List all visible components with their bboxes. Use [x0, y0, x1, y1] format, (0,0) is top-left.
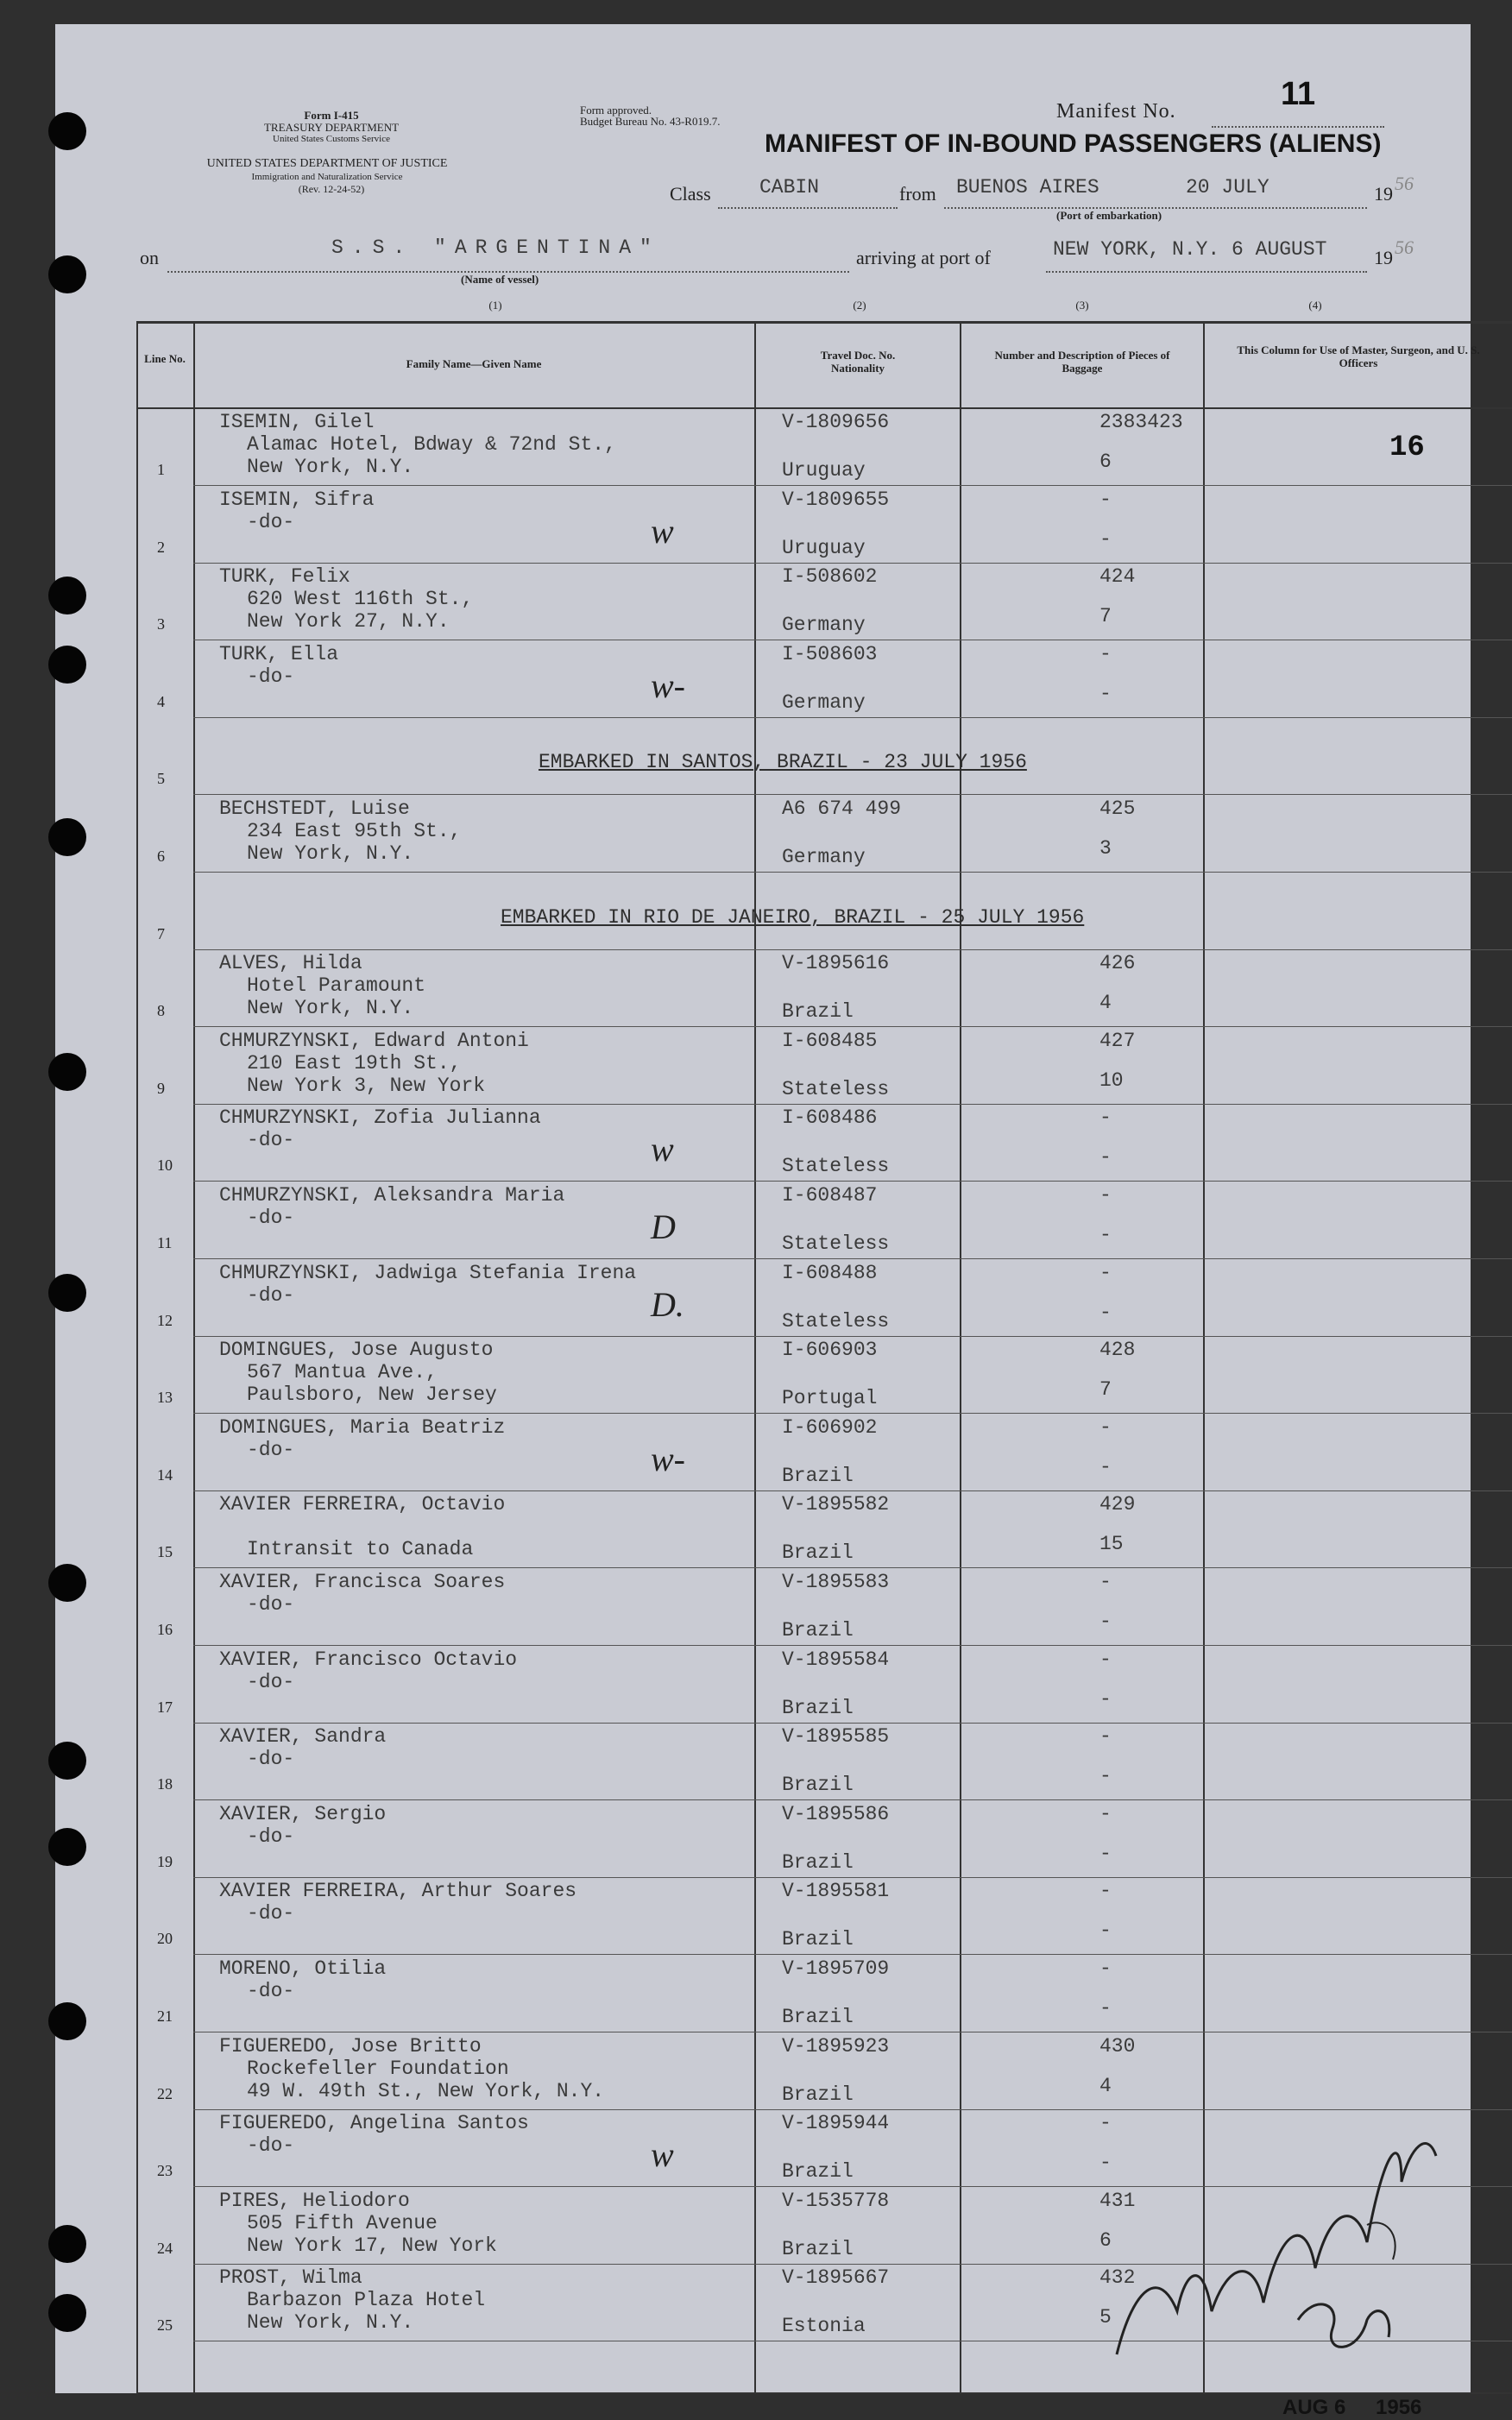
nationality: Stateless — [782, 1078, 890, 1100]
line-number: 4 — [157, 693, 165, 710]
baggage-number: - — [1099, 1184, 1112, 1207]
year-prefix-2: 19 — [1374, 247, 1393, 268]
port-note: (Port of embarkation) — [1056, 209, 1162, 222]
nationality: Brazil — [782, 1000, 854, 1023]
nationality: Brazil — [782, 1851, 854, 1874]
baggage-pieces: - — [1099, 1456, 1112, 1478]
baggage-pieces: - — [1099, 1146, 1112, 1169]
baggage-pieces: - — [1099, 528, 1112, 551]
nationality: Stateless — [782, 1232, 890, 1255]
officer-mark: 16 — [1389, 432, 1425, 464]
line-number: 12 — [157, 1312, 173, 1329]
baggage-number: 426 — [1099, 952, 1136, 974]
travel-doc-number: V-1895616 — [782, 952, 890, 974]
binder-hole — [48, 818, 86, 856]
passenger-address: -do- — [247, 2134, 295, 2157]
passenger-name: MORENO, Otilia — [219, 1957, 387, 1980]
line-number: 9 — [157, 1080, 165, 1097]
nationality: Brazil — [782, 1697, 854, 1719]
from-label: from — [899, 183, 936, 205]
baggage-number: 427 — [1099, 1030, 1136, 1052]
passenger-address: New York, N.Y. — [247, 997, 414, 1019]
line-number: 17 — [157, 1698, 173, 1716]
baggage-pieces: - — [1099, 1997, 1112, 2020]
nationality: Germany — [782, 691, 866, 714]
passenger-address: 210 East 19th St., — [247, 1052, 462, 1075]
binder-hole — [48, 1828, 86, 1866]
binder-hole — [48, 1564, 86, 1602]
nationality: Stateless — [782, 1310, 890, 1333]
nationality: Brazil — [782, 1619, 854, 1642]
passenger-name: DOMINGUES, Maria Beatriz — [219, 1416, 506, 1439]
baggage-pieces: - — [1099, 1765, 1112, 1787]
nationality: Brazil — [782, 1928, 854, 1950]
nationality: Brazil — [782, 1541, 854, 1564]
travel-doc-number: V-1895667 — [782, 2266, 890, 2289]
manifest-sheet — [55, 24, 1480, 2419]
column-number-2: (2) — [853, 299, 866, 312]
nationality: Brazil — [782, 2006, 854, 2028]
passenger-address: New York 27, N.Y. — [247, 610, 450, 633]
line-number: 19 — [157, 1853, 173, 1870]
passenger-address: New York, N.Y. — [247, 2311, 414, 2334]
baggage-pieces: - — [1099, 1301, 1112, 1324]
column-number-1: (1) — [488, 299, 502, 312]
travel-doc-number: I-608488 — [782, 1262, 878, 1284]
officer-signature — [1082, 2095, 1445, 2380]
baggage-pieces: 15 — [1099, 1533, 1124, 1555]
year-suffix-2: 56 — [1395, 236, 1414, 258]
baggage-number: - — [1099, 1262, 1112, 1284]
binder-hole — [48, 1274, 86, 1312]
baggage-number: - — [1099, 1648, 1112, 1671]
travel-doc-number: I-606902 — [782, 1416, 878, 1439]
travel-doc-number: I-608487 — [782, 1184, 878, 1207]
baggage-pieces: 7 — [1099, 605, 1112, 627]
nationality: Estonia — [782, 2315, 866, 2337]
line-number: 16 — [157, 1621, 173, 1638]
passenger-name: CHMURZYNSKI, Jadwiga Stefania Irena — [219, 1262, 637, 1284]
travel-doc-number: I-608485 — [782, 1030, 878, 1052]
passenger-address: Barbazon Plaza Hotel — [247, 2289, 486, 2311]
arriving-label: arriving at port of — [856, 247, 991, 268]
travel-doc-number: I-508603 — [782, 643, 878, 665]
nationality: Stateless — [782, 1155, 890, 1177]
travel-doc-number: V-1535778 — [782, 2190, 890, 2212]
column-header-travel-doc: Travel Doc. No. Nationality — [820, 349, 896, 375]
baggage-pieces: 5 — [1099, 2306, 1112, 2329]
handwritten-mark: w — [651, 512, 674, 551]
passenger-address: 49 W. 49th St., New York, N.Y. — [247, 2080, 605, 2102]
passenger-address: -do- — [247, 1284, 295, 1307]
baggage-pieces: - — [1099, 683, 1112, 705]
line-number: 15 — [157, 1543, 173, 1560]
passenger-address: New York, N.Y. — [247, 456, 414, 478]
passenger-name: XAVIER FERREIRA, Arthur Soares — [219, 1880, 577, 1902]
manifest-label: Manifest No. — [1056, 100, 1176, 123]
nationality: Uruguay — [782, 459, 866, 482]
nationality: Germany — [782, 614, 866, 636]
baggage-pieces: - — [1099, 2152, 1112, 2174]
nationality: Portugal — [782, 1387, 878, 1409]
travel-doc-number: V-1895709 — [782, 1957, 890, 1980]
passenger-address: New York 3, New York — [247, 1075, 486, 1097]
baggage-number: - — [1099, 1571, 1112, 1593]
date-stamp-day: AUG 6 — [1282, 2396, 1346, 2419]
line-number: 6 — [157, 848, 165, 865]
line-number: 8 — [157, 1002, 165, 1019]
passenger-address: New York, N.Y. — [247, 842, 414, 865]
passenger-name: TURK, Felix — [219, 565, 350, 588]
baggage-number: 432 — [1099, 2266, 1136, 2289]
page-title: MANIFEST OF IN-BOUND PASSENGERS (ALIENS) — [765, 129, 1382, 158]
passenger-name: XAVIER, Sergio — [219, 1803, 387, 1825]
passenger-address: -do- — [247, 1825, 295, 1848]
passenger-name: XAVIER, Francisco Octavio — [219, 1648, 518, 1671]
baggage-number: 424 — [1099, 565, 1136, 588]
baggage-number: - — [1099, 1416, 1112, 1439]
nationality: Germany — [782, 846, 866, 868]
line-number: 25 — [157, 2316, 173, 2334]
handwritten-mark: D — [651, 1207, 676, 1246]
baggage-number: 431 — [1099, 2190, 1136, 2212]
column-header-baggage: Number and Description of Pieces of Baggage — [994, 349, 1170, 375]
travel-doc-number: V-1895584 — [782, 1648, 890, 1671]
baggage-pieces: 10 — [1099, 1069, 1124, 1092]
binder-hole — [48, 646, 86, 684]
passenger-name: PROST, Wilma — [219, 2266, 362, 2289]
vessel-name: S.S. "ARGENTINA" — [331, 236, 660, 259]
handwritten-mark: w- — [651, 1440, 685, 1478]
travel-doc-number: V-1895586 — [782, 1803, 890, 1825]
baggage-number: - — [1099, 488, 1112, 511]
column-header-name: Family Name—Given Name — [406, 357, 542, 370]
binder-hole — [48, 255, 86, 293]
passenger-name: BECHSTEDT, Luise — [219, 797, 410, 820]
passenger-name: XAVIER, Sandra — [219, 1725, 387, 1748]
binder-hole — [48, 577, 86, 614]
form-number: Form I-415 — [304, 109, 359, 122]
travel-doc-number: V-1895944 — [782, 2112, 890, 2134]
passenger-name: CHMURZYNSKI, Aleksandra Maria — [219, 1184, 565, 1207]
line-number: 1 — [157, 461, 165, 478]
handwritten-mark: D. — [651, 1285, 684, 1324]
on-label: on — [140, 247, 159, 268]
column-number-4: (4) — [1308, 299, 1322, 312]
passenger-address: 567 Mantua Ave., — [247, 1361, 438, 1383]
passenger-name: CHMURZYNSKI, Zofia Julianna — [219, 1106, 541, 1129]
nationality: Brazil — [782, 1465, 854, 1487]
binder-hole — [48, 2294, 86, 2332]
line-number: 18 — [157, 1775, 173, 1793]
line-number: 22 — [157, 2085, 173, 2102]
vessel-note: (Name of vessel) — [461, 273, 539, 286]
form-revision: (Rev. 12-24-52) — [298, 183, 365, 195]
binder-hole — [48, 1742, 86, 1780]
date-stamp-year: 1956 — [1376, 2396, 1422, 2419]
travel-doc-number: I-508602 — [782, 565, 878, 588]
baggage-number: - — [1099, 1725, 1112, 1748]
baggage-number: - — [1099, 1803, 1112, 1825]
baggage-pieces: - — [1099, 1843, 1112, 1865]
line-number: 7 — [157, 925, 165, 942]
passenger-name: XAVIER, Francisca Soares — [219, 1571, 506, 1593]
port-of-embarkation: BUENOS AIRES — [956, 176, 1099, 199]
passenger-address: -do- — [247, 1980, 295, 2002]
baggage-number: 425 — [1099, 797, 1136, 820]
travel-doc-number: V-1895585 — [782, 1725, 890, 1748]
nationality: Uruguay — [782, 537, 866, 559]
line-number: 21 — [157, 2007, 173, 2025]
year-prefix: 19 — [1374, 183, 1393, 205]
baggage-pieces: 4 — [1099, 992, 1112, 1014]
passenger-address: -do- — [247, 1902, 295, 1925]
binder-hole — [48, 1053, 86, 1091]
passenger-address: 234 East 95th St., — [247, 820, 462, 842]
baggage-number: 430 — [1099, 2035, 1136, 2058]
baggage-number: - — [1099, 643, 1112, 665]
passenger-address: Alamac Hotel, Bdway & 72nd St., — [247, 433, 616, 456]
travel-doc-number: A6 674 499 — [782, 797, 902, 820]
year-suffix: 56 — [1395, 173, 1414, 194]
nationality: Brazil — [782, 2160, 854, 2183]
passenger-name: ALVES, Hilda — [219, 952, 362, 974]
passenger-address: -do- — [247, 511, 295, 533]
passenger-name: PIRES, Heliodoro — [219, 2190, 410, 2212]
line-number: 14 — [157, 1466, 173, 1484]
baggage-number: 2383423 — [1099, 411, 1183, 433]
arrival-port: NEW YORK, N.Y. 6 AUGUST — [1053, 238, 1327, 261]
passenger-name: ISEMIN, Gilel — [219, 411, 375, 433]
binder-hole — [48, 2225, 86, 2263]
line-number: 20 — [157, 1930, 173, 1947]
baggage-pieces: - — [1099, 1610, 1112, 1633]
binder-hole — [48, 2002, 86, 2040]
passenger-address: Intransit to Canada — [247, 1538, 474, 1560]
budget-bureau: Budget Bureau No. 43-R019.7. — [580, 115, 721, 128]
agency-customs: United States Customs Service — [273, 134, 390, 144]
baggage-pieces: - — [1099, 1224, 1112, 1246]
column-header-line-no: Line No. — [144, 352, 186, 365]
line-number: 11 — [157, 1234, 173, 1251]
line-number: 5 — [157, 770, 165, 787]
class-label: Class — [670, 183, 711, 205]
baggage-number: - — [1099, 2112, 1112, 2134]
passenger-address: -do- — [247, 665, 295, 688]
passenger-name: FIGUEREDO, Jose Britto — [219, 2035, 482, 2058]
passenger-address: -do- — [247, 1439, 295, 1461]
travel-doc-number: V-1895581 — [782, 1880, 890, 1902]
form-approved: Form approved. — [580, 104, 652, 117]
passenger-address: -do- — [247, 1207, 295, 1229]
baggage-number: 429 — [1099, 1493, 1136, 1516]
column-header-officers: This Column for Use of Master, Surgeon, and U. S. Officers — [1237, 343, 1480, 369]
passenger-name: DOMINGUES, Jose Augusto — [219, 1339, 494, 1361]
line-number: 24 — [157, 2240, 173, 2257]
travel-doc-number: V-1895583 — [782, 1571, 890, 1593]
baggage-number: - — [1099, 1957, 1112, 1980]
baggage-pieces: - — [1099, 1919, 1112, 1942]
travel-doc-number: I-608486 — [782, 1106, 878, 1129]
nationality: Brazil — [782, 2238, 854, 2260]
line-number: 13 — [157, 1389, 173, 1406]
passenger-address: Rockefeller Foundation — [247, 2058, 509, 2080]
passenger-address: 620 West 116th St., — [247, 588, 474, 610]
baggage-number: 428 — [1099, 1339, 1136, 1361]
agency-justice: UNITED STATES DEPARTMENT OF JUSTICE — [206, 157, 448, 170]
passenger-address: 505 Fifth Avenue — [247, 2212, 438, 2234]
manifest-number: 11 — [1281, 76, 1316, 112]
line-number: 3 — [157, 615, 165, 633]
travel-doc-number: V-1895923 — [782, 2035, 890, 2058]
travel-doc-number: V-1895582 — [782, 1493, 890, 1516]
column-number-3: (3) — [1075, 299, 1089, 312]
passenger-address: Hotel Paramount — [247, 974, 426, 997]
passenger-name: CHMURZYNSKI, Edward Antoni — [219, 1030, 529, 1052]
baggage-pieces: 3 — [1099, 837, 1112, 860]
class-value: CABIN — [759, 176, 820, 199]
travel-doc-number: I-606903 — [782, 1339, 878, 1361]
baggage-pieces: 6 — [1099, 2229, 1112, 2252]
baggage-pieces: 4 — [1099, 2075, 1112, 2097]
baggage-number: - — [1099, 1106, 1112, 1129]
embarkation-date: 20 JULY — [1186, 176, 1269, 199]
baggage-number: - — [1099, 1880, 1112, 1902]
passenger-name: TURK, Ella — [219, 643, 339, 665]
line-number: 23 — [157, 2162, 173, 2179]
line-number: 10 — [157, 1156, 173, 1174]
passenger-address: New York 17, New York — [247, 2234, 497, 2257]
passenger-address: -do- — [247, 1129, 295, 1151]
section-heading-rio: EMBARKED IN RIO DE JANEIRO, BRAZIL - 25 JULY 1956 — [501, 906, 1085, 929]
binder-hole — [48, 112, 86, 150]
travel-doc-number: V-1809655 — [782, 488, 890, 511]
passenger-address: -do- — [247, 1748, 295, 1770]
passenger-address: -do- — [247, 1671, 295, 1693]
handwritten-mark: w — [651, 1130, 674, 1169]
passenger-address: Paulsboro, New Jersey — [247, 1383, 497, 1406]
handwritten-mark: w- — [651, 666, 685, 705]
baggage-pieces: - — [1099, 1688, 1112, 1711]
handwritten-mark: w — [651, 2135, 674, 2174]
line-number: 2 — [157, 539, 165, 556]
agency-treasury: TREASURY DEPARTMENT — [263, 121, 400, 134]
passenger-name: ISEMIN, Sifra — [219, 488, 375, 511]
nationality: Brazil — [782, 1774, 854, 1796]
passenger-name: FIGUEREDO, Angelina Santos — [219, 2112, 529, 2134]
baggage-pieces: 6 — [1099, 451, 1112, 473]
nationality: Brazil — [782, 2083, 854, 2106]
passenger-address: -do- — [247, 1593, 295, 1616]
section-heading-santos: EMBARKED IN SANTOS, BRAZIL - 23 JULY 1956 — [539, 751, 1027, 773]
baggage-pieces: 7 — [1099, 1378, 1112, 1401]
travel-doc-number: V-1809656 — [782, 411, 890, 433]
agency-ins: Immigration and Naturalization Service — [251, 172, 403, 182]
passenger-name: XAVIER FERREIRA, Octavio — [219, 1493, 506, 1516]
